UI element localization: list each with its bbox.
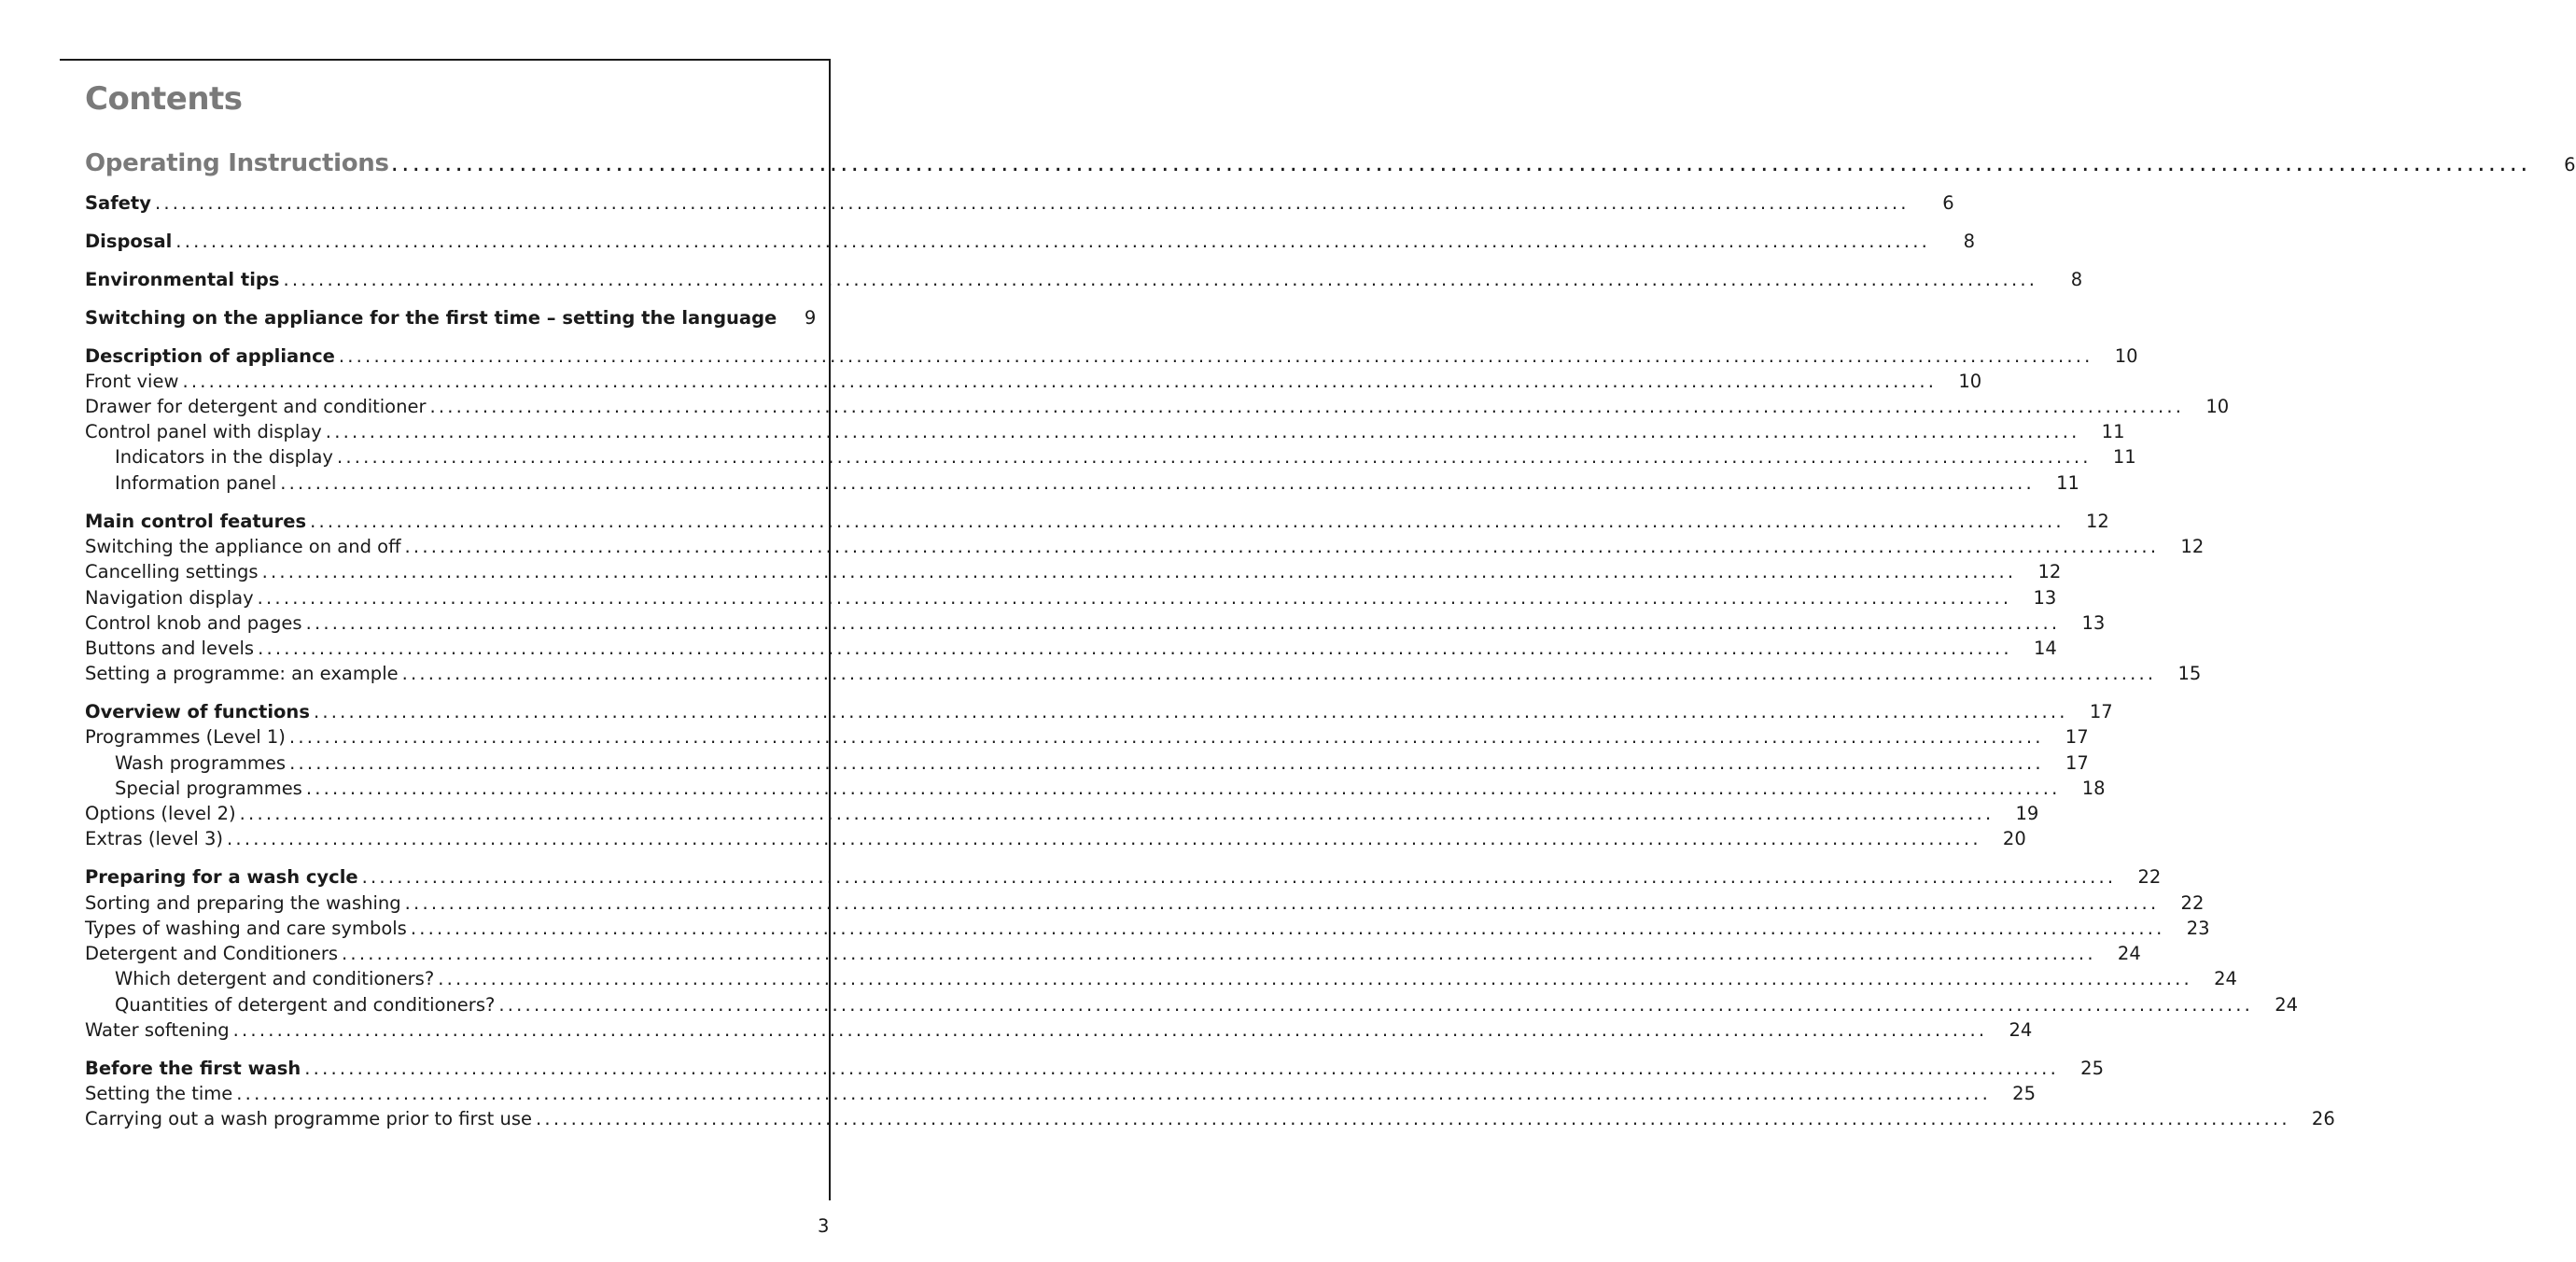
toc-entry <box>85 534 2205 559</box>
toc-entry <box>85 610 2106 636</box>
toc-entry-label: Special programmes <box>115 778 302 799</box>
toc-entry <box>85 559 2062 584</box>
toc-entry <box>85 941 2141 966</box>
toc-entry <box>85 1017 2033 1043</box>
toc-entry <box>85 394 2230 419</box>
toc-leader-dots: ........................................................................................................................................................................................................ <box>361 866 2117 888</box>
toc-entry-label: Front view <box>85 371 179 392</box>
toc-entry-label: Cancelling settings <box>85 561 259 582</box>
toc-entry-label: Buttons and levels <box>85 638 255 659</box>
toc-leader-dots: ........................................................................................................................................................................................................ <box>498 994 2254 1016</box>
toc-entry-page: 11 <box>2112 446 2136 468</box>
toc-entry-label: Environmental tips <box>85 269 280 290</box>
toc-leader-dots: ........................................................................................................................................................................................................ <box>429 396 2185 417</box>
toc-entry-label: Disposal <box>85 231 173 252</box>
toc-leader-dots: ........................................................................................................................................................................................................ <box>390 149 2531 177</box>
toc-leader-dots: ........................................................................................................................................................................................................ <box>313 701 2068 722</box>
toc-entry <box>85 826 2026 851</box>
toc-leader-dots: ........................................................................................................................................................................................................ <box>288 726 2044 748</box>
toc-entry-label: Description of appliance <box>85 345 335 367</box>
toc-leader-dots: ........................................................................................................................................................................................................ <box>336 446 2092 468</box>
toc-entry-label: Safety <box>85 192 151 214</box>
toc-entry <box>85 916 2210 941</box>
toc-entry-label: Overview of functions <box>85 701 310 722</box>
toc-leader-dots: ........................................................................................................................................................................................................ <box>232 1019 1988 1041</box>
toc-leader-dots: ........................................................................................................................................................................................................ <box>261 561 2017 582</box>
toc-entry-page: 9 <box>804 307 817 329</box>
toc-leader-dots: ........................................................................................................................................................................................................ <box>305 612 2061 634</box>
toc-entry <box>85 890 2205 916</box>
toc-entry-page: 10 <box>2114 345 2138 367</box>
page-number: 3 <box>818 1215 830 1237</box>
toc-leader-dots: ........................................................................................................................................................................................................ <box>239 803 1995 824</box>
toc-leader-dots: ........................................................................................................................................................................................................ <box>404 892 2160 914</box>
toc-entry <box>85 1106 2335 1131</box>
toc-entry <box>85 419 2125 444</box>
toc-leader-dots: ........................................................................................................................................................................................................ <box>305 778 2061 799</box>
toc-entry-label: Main control features <box>85 511 307 532</box>
toc-entry <box>85 1056 2104 1081</box>
toc-entry-page: 18 <box>2081 778 2106 799</box>
toc-leader-dots: ........................................................................................................................................................................................................ <box>283 269 2038 290</box>
toc-leader-dots: ........................................................................................................................................................................................................ <box>310 511 2065 532</box>
toc-entry-label: Navigation display <box>85 587 254 609</box>
toc-entry-page: 6 <box>2564 154 2576 175</box>
toc-entry <box>85 267 2083 292</box>
toc-entry-label: Before the first wash <box>85 1058 301 1079</box>
toc-entry-label: Setting the time <box>85 1083 233 1104</box>
toc-leader-dots: ........................................................................................................................................................................................................ <box>236 1083 1991 1104</box>
toc-leader-dots: ........................................................................................................................................................................................................ <box>304 1058 2059 1079</box>
toc-entry-page: 8 <box>2070 269 2083 290</box>
toc-entry-page: 15 <box>2177 663 2202 684</box>
toc-entry-page: 14 <box>2033 638 2057 659</box>
toc-entry-page: 22 <box>2137 866 2162 888</box>
toc-entry <box>85 344 2138 369</box>
toc-entry-page: 8 <box>1963 231 1975 252</box>
toc-entry-page: 25 <box>2012 1083 2036 1104</box>
toc-entry-label: Options (level 2) <box>85 803 236 824</box>
toc-entry-page: 13 <box>2033 587 2057 609</box>
toc-entry-page: 24 <box>2009 1019 2033 1041</box>
toc-leader-dots: ........................................................................................................................................................................................................ <box>182 371 1938 392</box>
top-rule <box>60 59 831 61</box>
toc-entry-page: 11 <box>2056 472 2079 494</box>
toc-entry <box>85 585 2057 610</box>
toc-entry-label: Control panel with display <box>85 421 322 442</box>
toc-entry <box>85 1081 2036 1106</box>
toc-entry-label: Drawer for detergent and conditioner <box>85 396 427 417</box>
toc-entry-page: 6 <box>1942 192 1954 214</box>
toc-entry <box>85 369 1982 394</box>
toc-entry <box>85 724 2089 750</box>
toc-leader-dots: ........................................................................................................................................................................................................ <box>154 192 1910 214</box>
toc-leader-dots: ........................................................................................................................................................................................................ <box>342 943 2096 964</box>
toc-leader-dots: ........................................................................................................................................................................................................ <box>257 587 2012 609</box>
toc-entry-page: 17 <box>2089 701 2113 722</box>
toc-entry <box>85 661 2202 686</box>
toc-entry-label: Setting a programme: an example <box>85 663 399 684</box>
toc-entry <box>85 966 2237 991</box>
toc-entry-page: 24 <box>2214 968 2237 989</box>
toc-entry <box>85 992 2299 1017</box>
page-title: Contents <box>85 80 243 118</box>
toc-entry-label: Detergent and Conditioners <box>85 943 339 964</box>
toc-entry-page: 24 <box>2275 994 2299 1016</box>
toc-entry-label: Carrying out a wash programme prior to first use <box>85 1108 533 1129</box>
toc-entry-page: 24 <box>2117 943 2141 964</box>
toc-entry-page: 10 <box>2205 396 2230 417</box>
toc-entry <box>85 864 2162 890</box>
toc-entry-label: Which detergent and conditioners? <box>115 968 435 989</box>
toc-entry-label: Switching on the appliance for the first time – setting the language <box>85 307 777 329</box>
toc-entry <box>85 147 2576 180</box>
toc-leader-dots: ........................................................................................................................................................................................................ <box>438 968 2192 989</box>
toc-leader-dots: ........................................................................................................................................................................................................ <box>280 472 2035 494</box>
toc-entry-label: Switching the appliance on and off <box>85 536 401 557</box>
toc-entry-page: 12 <box>2037 561 2062 582</box>
toc-entry-label: Control knob and pages <box>85 612 302 634</box>
toc-entry-page: 26 <box>2311 1108 2335 1129</box>
toc-entry-page: 13 <box>2081 612 2106 634</box>
toc-entry <box>85 750 2089 776</box>
toc-entry-label: Information panel <box>115 472 277 494</box>
toc-entry-page: 25 <box>2080 1058 2104 1079</box>
toc-leader-dots: ........................................................................................................................................................................................................ <box>175 231 1930 252</box>
toc-entry <box>85 190 1954 216</box>
toc-entry-label: Programmes (Level 1) <box>85 726 286 748</box>
toc-leader-dots: ........................................................................................................................................................................................................ <box>404 536 2160 557</box>
toc-entry-page: 20 <box>2002 828 2026 849</box>
toc-leader-dots: ........................................................................................................................................................................................................ <box>410 918 2165 939</box>
toc-entry-label: Preparing for a wash cycle <box>85 866 358 888</box>
toc-entry-label: Indicators in the display <box>115 446 333 468</box>
toc-entry <box>85 229 1975 254</box>
toc-leader-dots: ........................................................................................................................................................................................................ <box>258 638 2012 659</box>
toc-entry <box>85 444 2136 470</box>
toc-leader-dots: ........................................................................................................................................................................................................ <box>227 828 1981 849</box>
toc-entry <box>85 699 2113 724</box>
toc-leader-dots: ........................................................................................................................................................................................................ <box>401 663 2157 684</box>
toc-entry <box>85 305 817 330</box>
toc-entry-page: 22 <box>2180 892 2205 914</box>
toc-leader-dots: ........................................................................................................................................................................................................ <box>325 421 2080 442</box>
toc-entry-label: Extras (level 3) <box>85 828 224 849</box>
toc-entry <box>85 636 2057 661</box>
toc-leader-dots: ........................................................................................................................................................................................................ <box>289 752 2044 774</box>
toc-entry-page: 12 <box>2180 536 2205 557</box>
toc-entry-page: 17 <box>2065 726 2089 748</box>
toc-entry-page: 23 <box>2186 918 2210 939</box>
toc-entry-label: Operating Instructions <box>85 149 389 177</box>
toc-entry <box>85 776 2106 801</box>
toc-leader-dots: ........................................................................................................................................................................................................ <box>536 1108 2290 1129</box>
toc-entry-page: 19 <box>2015 803 2039 824</box>
toc-entry-page: 17 <box>2065 752 2089 774</box>
toc-entry-label: Types of washing and care symbols <box>85 918 407 939</box>
toc-entry-label: Wash programmes <box>115 752 287 774</box>
toc-entry-page: 10 <box>1958 371 1982 392</box>
toc-entry-label: Water softening <box>85 1019 230 1041</box>
toc-entry-label: Quantities of detergent and conditioners? <box>115 994 496 1016</box>
toc-entry-page: 11 <box>2101 421 2125 442</box>
toc-entry <box>85 509 2109 534</box>
toc-entry <box>85 801 2039 826</box>
toc-leader-dots: ........................................................................................................................................................................................................ <box>338 345 2093 367</box>
toc-entry <box>85 470 2079 496</box>
toc-entry-label: Sorting and preparing the washing <box>85 892 401 914</box>
toc-entry-page: 12 <box>2085 511 2109 532</box>
